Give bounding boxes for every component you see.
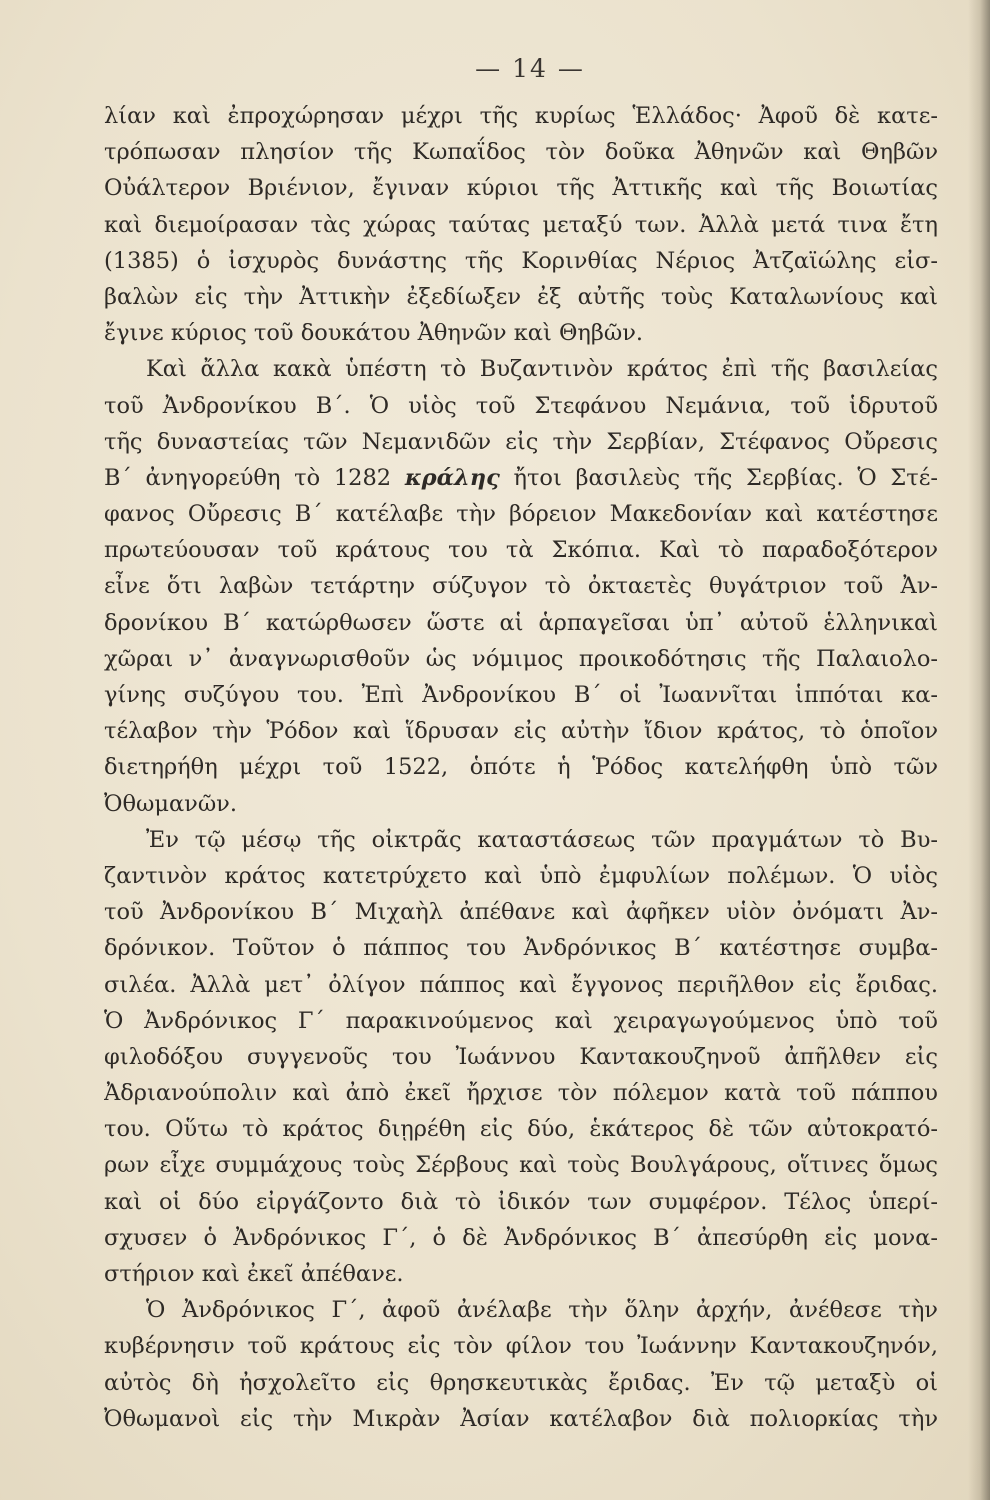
text-line: καὶ διεμοίρασαν τὰς χώρας ταύτας μεταξύ των. Ἀλλὰ μετά τινα ἔτη — [104, 211, 938, 238]
text-line: Ἀδριανούπολιν καὶ ἀπὸ ἐκεῖ ἤρχισε τὸν πόλεμον κατὰ τοῦ πάππου — [104, 1080, 938, 1107]
page-number: — 14 — — [475, 54, 585, 83]
text-line: τοῦ Ἀνδρονίκου Β΄. Ὁ υἱὸς τοῦ Στεφάνου Νεμάνια, τοῦ ἱδρυτοῦ — [104, 392, 938, 419]
text-line: Ὁ Ἀνδρόνικος Γ΄ παρακινούμενος καὶ χειραγωγούμενος ὑπὸ τοῦ — [104, 1007, 938, 1034]
text-line: πρωτεύουσαν τοῦ κράτους του τὰ Σκόπια. Καὶ τὸ παραδοξότερον — [104, 537, 938, 564]
text-line: φανος Οὔρεσις Β΄ κατέλαβε τὴν βόρειον Μακεδονίαν καὶ κατέστησε — [104, 501, 938, 528]
emphasized-term: κράλης — [404, 464, 500, 491]
text-line: τῆς δυναστείας τῶν Νεμανιδῶν εἰς τὴν Σερβίαν, Στέφανος Οὔρεσις — [104, 428, 938, 455]
text-line: Ὁ Ἀνδρόνικος Γ΄, ἀφοῦ ἀνέλαβε τὴν ὅλην ἀρχήν, ἀνέθεσε τὴν — [146, 1297, 938, 1324]
text-line: δρόνικον. Τοῦτον ὁ πάππος του Ἀνδρόνικος Β΄ κατέστησε συμβα- — [104, 935, 938, 962]
text-line: αὐτὸς δὴ ἠσχολεῖτο εἰς θρησκευτικὰς ἔριδας. Ἐν τῷ μεταξὺ οἱ — [104, 1369, 938, 1396]
text-line: Ὀθωμανοὶ εἰς τὴν Μικρὰν Ἀσίαν κατέλαβον διὰ πολιορκίας τὴν — [104, 1405, 938, 1432]
text-line: του. Οὕτω τὸ κράτος διῃρέθη εἰς δύο, ἑκάτερος δὲ τῶν αὐτοκρατό- — [104, 1116, 938, 1143]
text-line-part: Β΄ ἀνηγορεύθη τὸ 1282 — [104, 464, 405, 491]
text-line: γίνης συζύγου του. Ἐπὶ Ἀνδρονίκου Β΄ οἱ Ἰωαννῖται ἱππόται κα- — [104, 682, 938, 708]
text-line: τοῦ Ἀνδρονίκου Β΄ Μιχαὴλ ἀπέθανε καὶ ἀφῆκεν υἱὸν ὀνόματι Ἀν- — [104, 899, 938, 926]
text-line: Ἐν τῷ μέσῳ τῆς οἰκτρᾶς καταστάσεως τῶν πραγμάτων τὸ Βυ- — [146, 826, 938, 853]
text-line: Οὐάλτερον Βριένιον, ἔγιναν κύριοι τῆς Ἀττικῆς καὶ τῆς Βοιωτίας — [104, 175, 938, 202]
text-line: καὶ οἱ δύο εἰργάζοντο διὰ τὸ ἰδικόν των συμφέρον. Τέλος ὑπερί- — [104, 1188, 938, 1215]
text-line: τέλαβον τὴν Ῥόδον καὶ ἵδρυσαν εἰς αὐτὴν ἴδιον κράτος, τὸ ὁποῖον — [104, 718, 938, 745]
text-line: ἔγινε κύριος τοῦ δουκάτου Ἀθηνῶν καὶ Θηβῶν. — [104, 320, 644, 347]
text-line: χῶραι ν᾿ ἀναγνωρισθοῦν ὡς νόμιμος προικοδότησις τῆς Παλαιολο- — [104, 645, 938, 672]
text-line: κυβέρνησιν τοῦ κράτους εἰς τὸν φίλον του Ἰωάννην Καντακουζηνόν, — [104, 1333, 938, 1360]
text-line: ρων εἶχε συμμάχους τοὺς Σέρβους καὶ τοὺς Βουλγάρους, οἵτινες ὅμως — [104, 1152, 938, 1179]
text-line: στήριον καὶ ἐκεῖ ἀπέθανε. — [104, 1261, 404, 1287]
text-line: εἶνε ὅτι λαβὼν τετάρτην σύζυγον τὸ ὀκταετὲς θυγάτριον τοῦ Ἀν- — [104, 573, 938, 600]
text-line: λίαν καὶ ἐπροχώρησαν μέχρι τῆς κυρίως Ἑλλάδος· Ἀφοῦ δὲ κατε- — [104, 103, 938, 129]
text-line-part: ἤτοι βασιλεὺς τῆς Σερβίας. Ὁ Στέ- — [499, 464, 938, 491]
text-line: τρόπωσαν πλησίον τῆς Κωπαΐδος τὸν δοῦκα Ἀθηνῶν καὶ Θηβῶν — [104, 139, 938, 166]
text-line: φιλοδόξου συγγενοῦς του Ἰωάννου Καντακουζηνοῦ ἀπῆλθεν εἰς — [104, 1043, 938, 1070]
text-line: ζαντινὸν κράτος κατετρύχετο καὶ ὑπὸ ἐμφυλίων πολέμων. Ὁ υἱὸς — [104, 862, 938, 889]
text-line: Ὀθωμανῶν. — [104, 790, 238, 817]
text-line: σιλέα. Ἀλλὰ μετ᾿ ὀλίγον πάππος καὶ ἔγγονος περιῆλθον εἰς ἔριδας. — [104, 971, 938, 998]
text-line: δρονίκου Β΄ κατώρθωσεν ὥστε αἱ ἁρπαγεῖσαι ὑπ᾿ αὐτοῦ ἑλληνικαὶ — [104, 609, 938, 636]
text-line: σχυσεν ὁ Ἀνδρόνικος Γ΄, ὁ δὲ Ἀνδρόνικος Β΄ ἀπεσύρθη εἰς μονα- — [104, 1224, 938, 1251]
text-line: (1385) ὁ ἰσχυρὸς δυνάστης τῆς Κορινθίας Νέριος Ἀτζαϊώλης εἰσ- — [104, 247, 938, 274]
text-line: βαλὼν εἰς τὴν Ἀττικὴν ἐξεδίωξεν ἐξ αὐτῆς τοὺς Καταλωνίους καὶ — [104, 283, 938, 310]
page-binding-shadow — [968, 0, 990, 1500]
text-line: Καὶ ἄλλα κακὰ ὑπέστη τὸ Βυζαντινὸν κράτος ἐπὶ τῆς βασιλείας — [146, 356, 938, 383]
text-line: διετηρήθη μέχρι τοῦ 1522, ὁπότε ἡ Ῥόδος κατελήφθη ὑπὸ τῶν — [104, 754, 938, 781]
body-text — [104, 98, 938, 1437]
text-line — [104, 460, 938, 496]
